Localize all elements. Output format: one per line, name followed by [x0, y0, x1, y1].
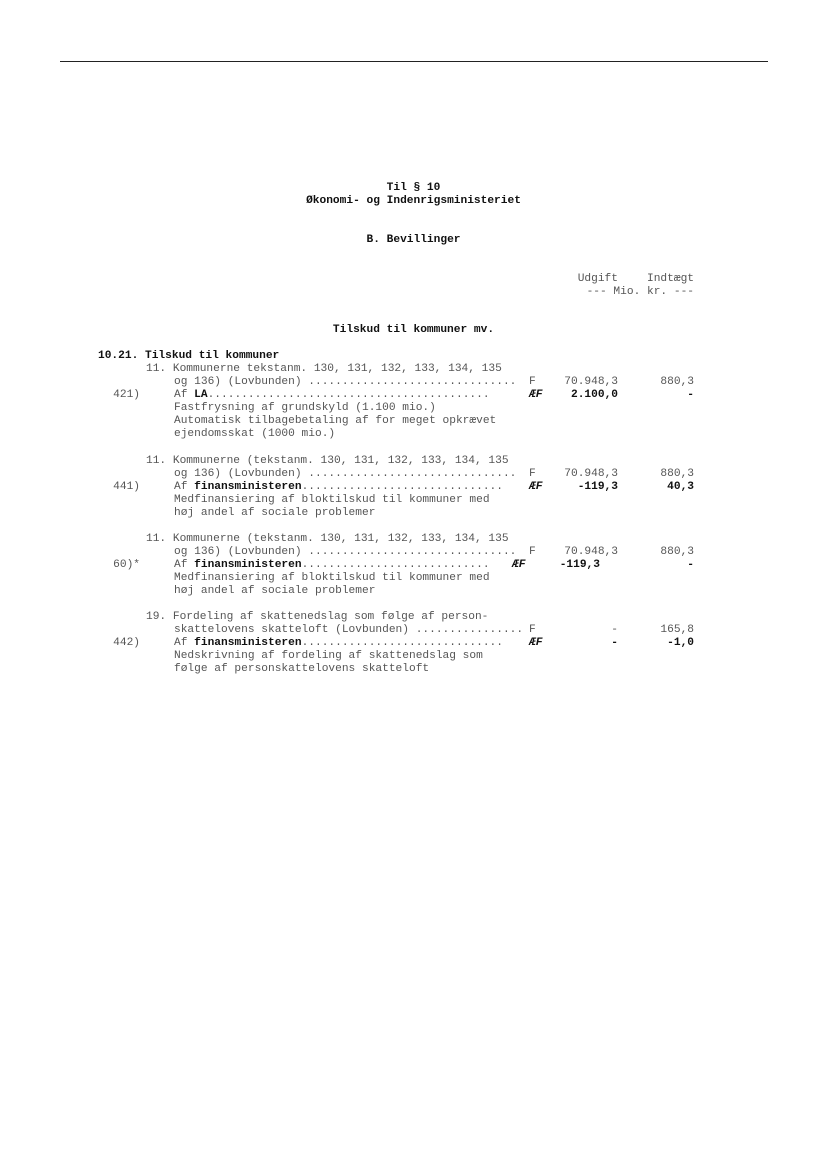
amendment-note: Medfinansiering af bloktilskud til kommuner med [174, 572, 490, 584]
account-title-line: skattelovens skatteloft (Lovbunden) ................ [174, 624, 524, 636]
amendment-udgift-value: - [611, 637, 618, 649]
subsection-title: Tilskud til kommuner mv. [332, 324, 495, 336]
amendment-code: ÆF [512, 559, 526, 571]
account-code: F [529, 468, 536, 480]
amendment-note: Medfinansiering af bloktilskud til kommuner med [174, 494, 490, 506]
amendment-note: følge af personskattelovens skatteloft [174, 663, 430, 675]
amendment-udgift-value: 2.100,0 [571, 389, 618, 401]
amendment-note: ejendomsskat (1000 mio.) [174, 428, 336, 440]
amendment-note: høj andel af sociale problemer [174, 507, 376, 519]
reference-number: 441) [113, 481, 140, 493]
account-indtaegt-value: 165,8 [660, 624, 694, 636]
amendment-line [174, 559, 490, 572]
amendment-udgift-value: -119,3 [559, 559, 600, 571]
ministry-title: Økonomi- og Indenrigsministeriet [306, 195, 521, 207]
account-code: F [529, 624, 536, 636]
amendment-note: Automatisk tilbagebetaling af for meget opkrævet [174, 415, 497, 427]
account-code: F [529, 376, 536, 388]
amendment-line [174, 481, 503, 494]
account-code: F [529, 546, 536, 558]
amendment-prefix: Af [174, 637, 195, 649]
amendment-udgift-value: -119,3 [577, 481, 618, 493]
account-indtaegt-value: 880,3 [660, 376, 694, 388]
column-unit-label: --- Mio. kr. --- [586, 286, 694, 298]
amendment-proposer: LA [194, 389, 208, 401]
account-udgift-value: 70.948,3 [564, 468, 618, 480]
amendment-indtaegt-value: - [687, 389, 694, 401]
amendment-leader-dots: ............................ [301, 559, 490, 571]
section-title: B. Bevillinger [366, 234, 461, 246]
account-title-line: 19. Fordeling af skattenedslag som følge af person- [146, 611, 489, 623]
reference-number: 421) [113, 389, 140, 401]
account-udgift-value: 70.948,3 [564, 546, 618, 558]
amendment-code: ÆF [529, 637, 543, 649]
amendment-leader-dots: .............................. [301, 637, 503, 649]
account-title-line: og 136) (Lovbunden) ............................... [174, 546, 517, 558]
amendment-proposer: finansministeren [194, 637, 302, 649]
amendment-proposer: finansministeren [194, 559, 302, 571]
top-rule [60, 61, 768, 62]
account-indtaegt-value: 880,3 [660, 546, 694, 558]
column-header-indtaegt: Indtægt [647, 273, 694, 285]
amendment-code: ÆF [529, 389, 543, 401]
account-title-line: 11. Kommunerne (tekstanm. 130, 131, 132, 133, 134, 135 [146, 533, 509, 545]
account-udgift-value: 70.948,3 [564, 376, 618, 388]
account-title-line: og 136) (Lovbunden) ............................... [174, 376, 517, 388]
account-udgift-value: - [611, 624, 618, 636]
amendment-prefix: Af [174, 481, 195, 493]
amendment-prefix: Af [174, 559, 195, 571]
account-title-line: 11. Kommunerne tekstanm. 130, 131, 132, 133, 134, 135 [146, 363, 502, 375]
account-title-line: 11. Kommunerne (tekstanm. 130, 131, 132, 133, 134, 135 [146, 455, 509, 467]
amendment-indtaegt-value: -1,0 [667, 637, 694, 649]
account-title-line: og 136) (Lovbunden) ............................... [174, 468, 517, 480]
amendment-indtaegt-value: 40,3 [667, 481, 694, 493]
amendment-code: ÆF [529, 481, 543, 493]
amendment-note: Fastfrysning af grundskyld (1.100 mio.) [174, 402, 436, 414]
column-header-udgift: Udgift [577, 273, 618, 285]
reference-number: 442) [113, 637, 140, 649]
amendment-indtaegt-value: - [687, 559, 694, 571]
amendment-note: Nedskrivning af fordeling af skattenedslag som [174, 650, 483, 662]
amendment-leader-dots: .............................. [301, 481, 503, 493]
amendment-leader-dots: .......................................... [207, 389, 490, 401]
account-indtaegt-value: 880,3 [660, 468, 694, 480]
amendment-line [174, 637, 503, 650]
main-account-heading: 10.21. Tilskud til kommuner [98, 350, 280, 362]
reference-number: 60)* [113, 559, 140, 571]
amendment-line [174, 389, 490, 402]
amendment-proposer: finansministeren [194, 481, 302, 493]
amendment-note: høj andel af sociale problemer [174, 585, 376, 597]
page-title: Til § 10 [386, 182, 441, 194]
amendment-prefix: Af [174, 389, 195, 401]
